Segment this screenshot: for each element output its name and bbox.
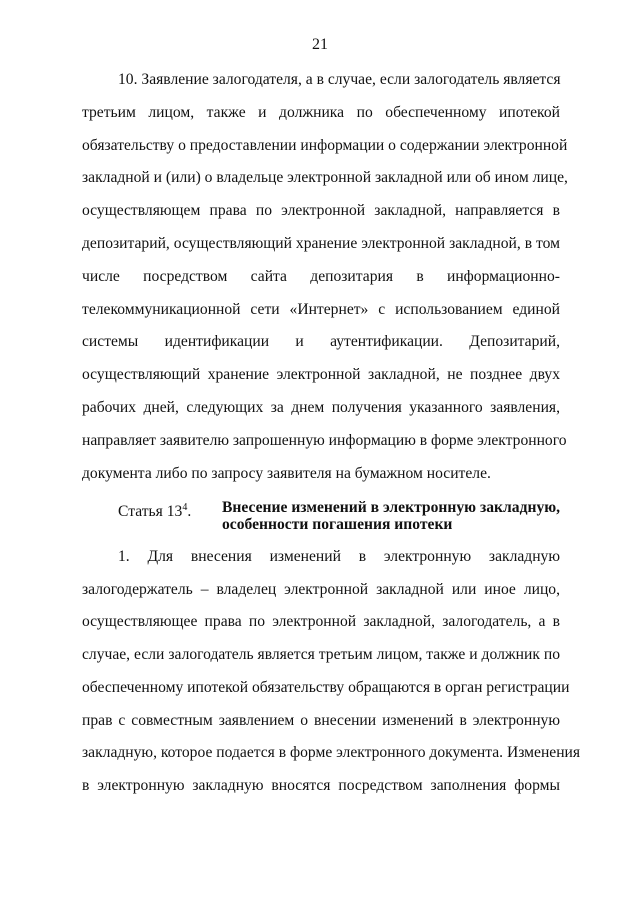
article-title-line: Внесение изменений в электронную закладную, [222, 499, 561, 516]
text-line: обеспеченному ипотекой обязательству обращаются в орган регистрации [82, 678, 570, 696]
text-line: числе посредством сайта депозитария в информационно- [82, 267, 560, 285]
text-line: рабочих дней, следующих за днем получения указанного заявления, [82, 399, 560, 416]
page-number: 21 [312, 36, 328, 53]
text-line: осуществляющем права по электронной закладной, направляется в [82, 202, 560, 220]
article-superscript: 4 [182, 502, 188, 513]
text-line: закладную, которое подается в форме электронного документа. Изменения [82, 744, 581, 762]
article-label [118, 499, 191, 520]
text-line: документа либо по запросу заявителя на бумажном носителе. [82, 464, 491, 482]
text-line: третьим лицом, также и должника по обеспеченному ипотекой [82, 103, 560, 121]
text-line: в электронную закладную вносятся посредством заполнения формы [82, 776, 560, 794]
article-title [222, 499, 560, 533]
article-dot: . [187, 503, 192, 521]
text-line: направляет заявителю запрошенную информацию в форме электронного [82, 431, 567, 449]
article-title-line: особенности погашения ипотеки [222, 516, 453, 533]
text-line: залогодержатель – владелец электронной закладной или иное лицо, [82, 580, 560, 598]
text-line: прав с совместным заявлением о внесении изменений в электронную [82, 711, 560, 729]
text-line: 10. Заявление залогодателя, а в случае, если залогодатель является [118, 71, 561, 88]
text-line: телекоммуникационной сети «Интернет» с использованием единой [82, 300, 560, 318]
text-line: 1. Для внесения изменений в электронную закладную [118, 548, 560, 565]
text-line: случае, если залогодатель является третьим лицом, также и должник по [82, 646, 560, 664]
text-line: осуществляющий хранение электронной закладной, не позднее двух [82, 366, 560, 384]
text-line: системы идентификации и аутентификации. Депозитарий, [82, 333, 560, 351]
text-line: закладной и (или) о владельце электронной закладной или об ином лице, [82, 169, 568, 187]
text-line: депозитарий, осуществляющий хранение электронной закладной, в том [82, 235, 560, 252]
article-number: Статья 13 [118, 503, 183, 521]
text-line: осуществляющее права по электронной закладной, залогодатель, а в [82, 613, 560, 631]
text-line: обязательству о предоставлении информации о содержании электронной [82, 136, 568, 154]
